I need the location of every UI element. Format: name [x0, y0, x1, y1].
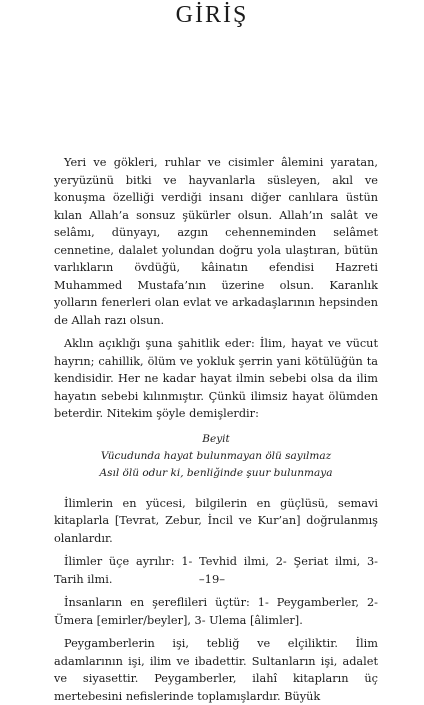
verse-line-2: Asıl ölü odur ki, benliğinde şuur bulunmaya: [99, 466, 333, 479]
paragraph-prophets: Peygamberlerin işi, tebliğ ve elçiliktir. İlim adamlarının işi, ilim ve ibadettir. Sultanların işi, adalet ve siyasettir. Peygamberler, ilahî kitapların üç mertebesini nefislerinde toplamışlardır. Büyük: [54, 637, 378, 703]
paragraph-noble-people: İnsanların en şereflileri üçtür: 1- Peygamberler, 2- Ümera [emirler/beyler], 3- Ulema [âlimler].: [54, 596, 378, 627]
paragraph-three-sciences: İlimler üçe ayrılır: 1- Tevhid ilmi, 2- Şeriat ilmi, 3- Tarih ilmi.: [54, 555, 378, 586]
verse-line-1: Vücudunda hayat bulunmayan ölü sayılmaz: [100, 449, 332, 462]
page-number: –19–: [198, 572, 226, 586]
body-text: [54, 154, 378, 705]
verse-block: [54, 431, 378, 482]
paragraph-intro: Yeri ve gökleri, ruhlar ve cisimler âlemini yaratan, yeryüzünü bitki ve hayvanlarla süsleyen, akıl ve konuşma özelliği verdiği insanı diğer canlılara üstün kılan Allah’a sonsuz şükürler olsun. Allah’ın salât ve selâmı, dünyayı, azgın cehenneminden selâmet cennetine, dalalet yolundan doğru yola ulaştıran, bütün varlıkların övdüğü, kâinatın efendisi Hazreti Muhammed Mustafa’nın üzerine olsun. Karanlık yolların fenerleri olan evlat ve arkadaşlarının hepsinden de Allah razı olsun.: [54, 156, 378, 327]
paragraph-sciences: İlimlerin en yücesi, bilgilerin en güçlüsü, semavi kitaplarla [Tevrat, Zebur, İncil ve Kur’an] doğrulanmış olanlardır.: [54, 496, 378, 545]
chapter-title: GİRİŞ: [175, 2, 249, 28]
paragraph-reason: Aklın açıklığı şuna şahitlik eder: İlim, hayat ve vücut hayrın; cahillik, ölüm ve yokluk şerrin yani kötülüğün ta kendisidir. Her ne kadar hayat ilmin sebebi olsa da ilim hayatın sebebi kılınmıştır. Çünkü ilimsiz hayat ölümden beterdir. Nitekim şöyle demişlerdir:: [54, 337, 378, 420]
verse-heading: Beyit: [202, 432, 230, 445]
